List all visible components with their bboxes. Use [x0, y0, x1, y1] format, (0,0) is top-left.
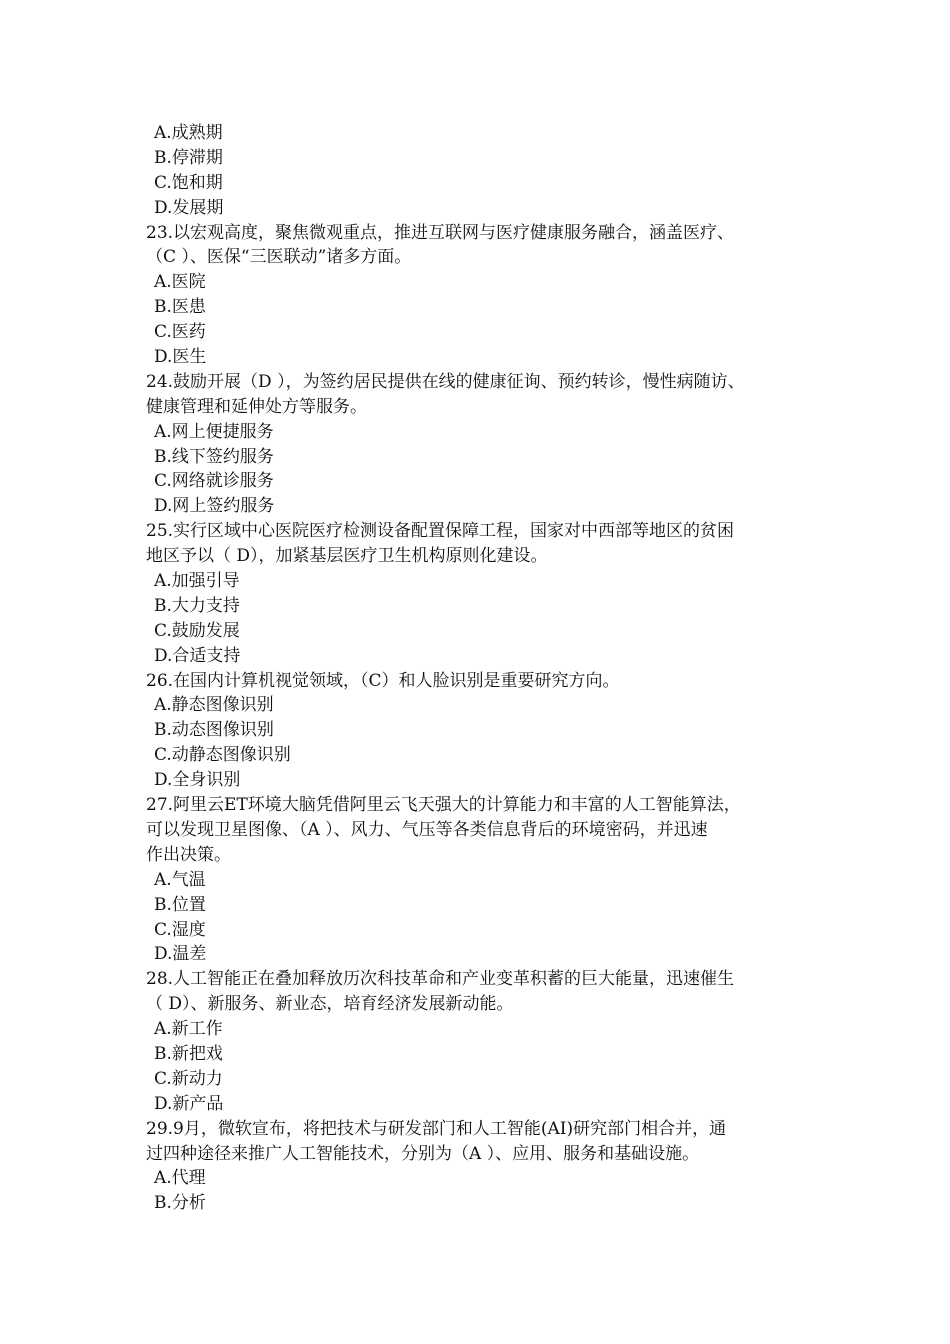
question-text-line: 26.在国内计算机视觉领域，（C）和人脸识别是重要研究方向。: [146, 670, 620, 691]
answer-option: D.全身识别: [154, 770, 241, 791]
answer-option: D.新产品: [154, 1093, 224, 1114]
question-text-line: 27.阿里云ET环境大脑凭借阿里云飞天强大的计算能力和丰富的人工智能算法，: [146, 795, 741, 816]
question-text-line: （ D）、新服务、新业态，培育经济发展新动能。: [146, 994, 514, 1015]
answer-option: D.合适支持: [154, 645, 241, 666]
answer-option: B.动态图像识别: [154, 720, 274, 741]
answer-option: C.网络就诊服务: [154, 471, 274, 492]
answer-option: A.加强引导: [154, 571, 240, 592]
question-text-line: 24.鼓励开展（D ），为签约居民提供在线的健康征询、预约转诊，慢性病随访、: [146, 371, 745, 392]
answer-option: D.发展期: [154, 197, 224, 218]
answer-option: B.医患: [154, 297, 206, 318]
question-text-line: 健康管理和延伸处方等服务。: [146, 396, 367, 417]
answer-option: B.停滞期: [154, 147, 223, 168]
question-text-line: 29.9月，微软宣布，将把技术与研发部门和人工智能(AI)研究部门相合并，通: [146, 1118, 727, 1139]
answer-option: B.分析: [154, 1193, 206, 1214]
answer-option: A.代理: [154, 1168, 206, 1189]
answer-option: B.大力支持: [154, 595, 240, 616]
question-text-line: 28.人工智能正在叠加释放历次科技革命和产业变革积蓄的巨大能量，迅速催生: [146, 969, 735, 990]
question-text-line: 地区予以（ D），加紧基层医疗卫生机构原则化建设。: [146, 546, 548, 567]
question-text-line: 过四种途径来推广人工智能技术，分别为（A ）、应用、服务和基础设施。: [146, 1143, 700, 1164]
answer-option: C.饱和期: [154, 172, 223, 193]
answer-option: B.线下签约服务: [154, 446, 274, 467]
answer-option: D.网上签约服务: [154, 496, 275, 517]
answer-option: A.静态图像识别: [154, 695, 274, 716]
answer-option: A.气温: [154, 869, 206, 890]
answer-option: C.鼓励发展: [154, 620, 240, 641]
answer-option: C.医药: [154, 322, 206, 343]
question-text-line: （C ）、医保“三医联动”诸多方面。: [146, 247, 412, 268]
answer-option: A.新工作: [154, 1019, 223, 1040]
answer-option: B.位置: [154, 894, 206, 915]
answer-option: A.医院: [154, 272, 206, 293]
answer-option: C.新动力: [154, 1068, 223, 1089]
question-list: [146, 121, 826, 1216]
answer-option: B.新把戏: [154, 1043, 223, 1064]
question-text-line: 23.以宏观高度，聚焦微观重点，推进互联网与医疗健康服务融合，涵盖医疗、: [146, 222, 735, 243]
answer-option: D.医生: [154, 347, 207, 368]
question-text-line: 作出决策。: [146, 844, 231, 865]
answer-option: A.网上便捷服务: [154, 421, 274, 442]
answer-option: A.成熟期: [154, 123, 223, 143]
answer-option: C.动静态图像识别: [154, 745, 291, 766]
answer-option: C.湿度: [154, 919, 206, 940]
answer-option: D.温差: [154, 944, 207, 965]
question-text-line: 25.实行区域中心医院医疗检测设备配置保障工程，国家对中西部等地区的贫困: [146, 521, 735, 542]
question-text-line: 可以发现卫星图像、（A ）、风力、气压等各类信息背后的环境密码，并迅速: [146, 819, 708, 840]
